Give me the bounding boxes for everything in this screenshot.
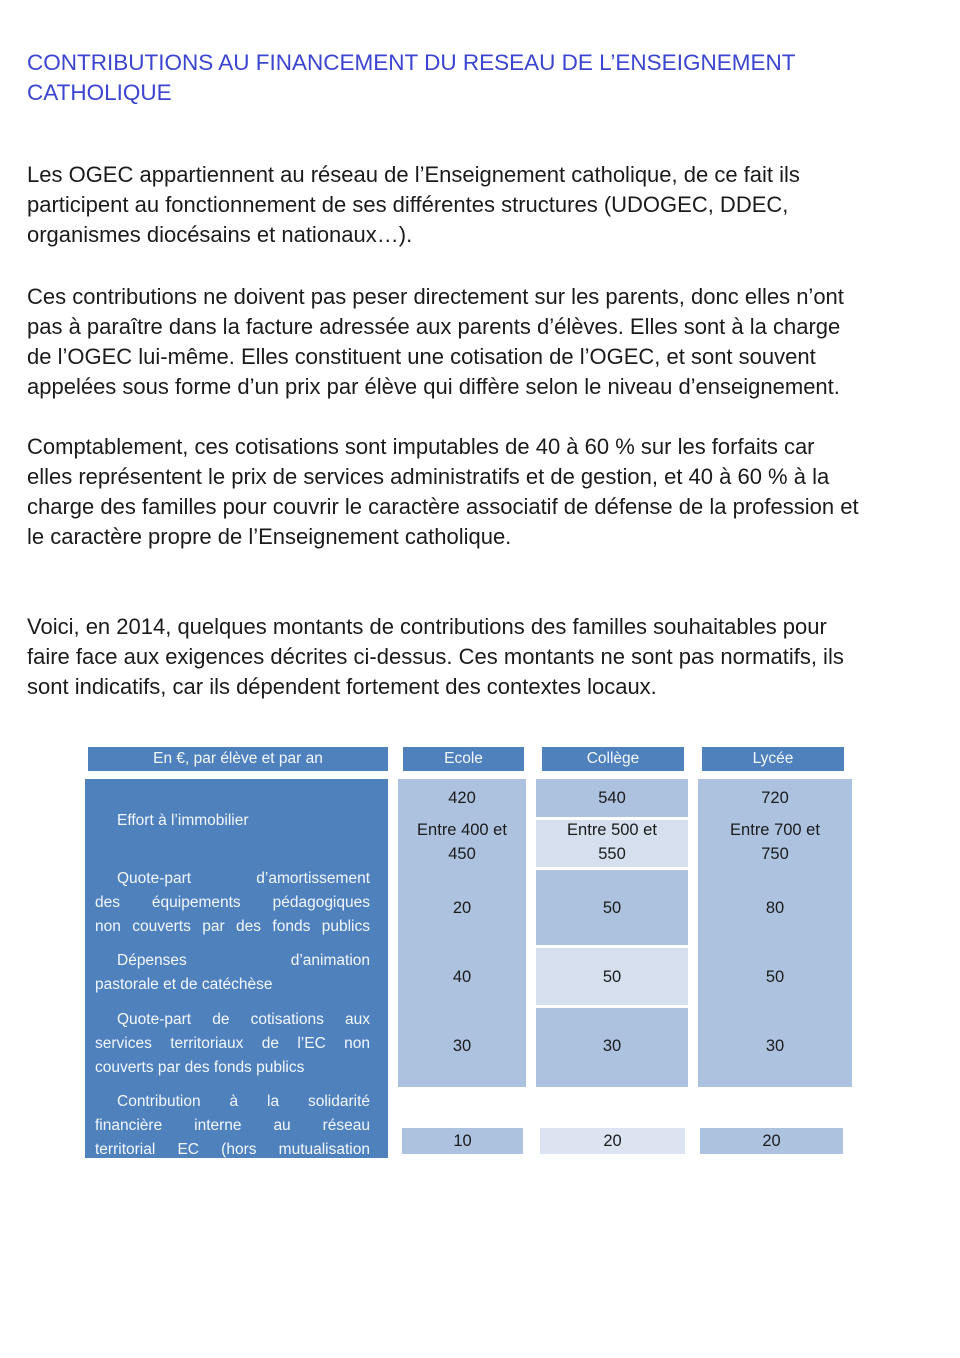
label-line: territorial EC (hors mutualisation <box>95 1141 370 1158</box>
body-paragraph-4: Voici, en 2014, quelques montants de contributions des familles souhaitables pour faire face aux exigences décrites ci-dessus. Ces montants ne sont pas normatifs, ils sont indicatifs, car ils dépendent fortement des contextes locaux. <box>27 614 844 699</box>
row-label-amortissement-equipements <box>95 867 370 939</box>
body-paragraph-1: Les OGEC appartiennent au réseau de l’Enseignement catholique, de ce fait ils participent au fonctionnement de ses différentes structures (UDOGEC, DDEC, organismes diocésains et nationaux…). <box>27 162 800 247</box>
value-ecole-effort: 420 <box>448 789 476 807</box>
value-ecole-solidarite: 10 <box>402 1128 523 1154</box>
value-lycee-cotisations: 30 <box>765 1037 785 1055</box>
row-label-animation-pastorale <box>95 949 370 997</box>
table-header-college: Collège <box>542 747 684 771</box>
range-college-line1: Entre 500 et <box>567 821 657 839</box>
range-lycee-line2: 750 <box>761 845 789 863</box>
value-ecole-animation: 40 <box>452 968 472 986</box>
label-line: Quote-part de cotisations aux <box>117 1011 370 1028</box>
document-title: CONTRIBUTIONS AU FINANCEMENT DU RESEAU DE L’ENSEIGNEMENT CATHOLIQUE <box>27 50 796 105</box>
range-lycee-line1: Entre 700 et <box>730 821 820 839</box>
row-labels-panel <box>85 779 388 1158</box>
label-line: financière interne au réseau <box>95 1117 370 1134</box>
value-lycee-amortissement: 80 <box>765 899 785 917</box>
value-college-solidarite: 20 <box>540 1128 685 1154</box>
value-lycee-solidarite: 20 <box>700 1128 843 1154</box>
label-line: Contribution à la solidarité <box>117 1093 370 1110</box>
range-ecole-line1: Entre 400 et <box>417 821 507 839</box>
contributions-table <box>85 747 852 1158</box>
table-header-ecole: Ecole <box>403 747 524 771</box>
range-ecole-line2: 450 <box>448 845 476 863</box>
row-label-effort-immobilier <box>95 809 370 833</box>
row-label-solidarite-financiere <box>95 1090 370 1162</box>
label-line: pastorale et de catéchèse <box>95 976 273 993</box>
label-line: couverts par des fonds publics <box>95 1059 305 1076</box>
body-paragraph-3: Comptablement, ces cotisations sont imputables de 40 à 60 % sur les forfaits car elles représentent le prix de services administratifs et de gestion, et 40 à 60 % à la charge des familles pour couvrir le caractère associatif de défense de la profession et le caractère propre de l’Enseignement catholique. <box>27 434 859 549</box>
row-label-cotisations-services <box>95 1008 370 1080</box>
value-ecole-cotisations: 30 <box>452 1037 472 1055</box>
label-line: des équipements pédagogiques <box>95 894 370 911</box>
range-college-line2: 550 <box>598 845 626 863</box>
value-college-effort: 540 <box>598 789 626 807</box>
label-line: Effort à l’immobilier <box>117 812 249 829</box>
label-line: Quote-part d’amortissement <box>117 870 370 887</box>
table-header-lycee: Lycée <box>702 747 844 771</box>
value-college-cotisations: 30 <box>602 1037 622 1055</box>
label-line: Dépenses d’animation <box>117 952 370 969</box>
value-college-animation: 50 <box>602 968 622 986</box>
label-line: services territoriaux de l’EC non <box>95 1035 370 1052</box>
value-lycee-animation: 50 <box>765 968 785 986</box>
value-ecole-amortissement: 20 <box>452 899 472 917</box>
value-college-amortissement: 50 <box>602 899 622 917</box>
label-line: non couverts par des fonds publics <box>95 918 370 935</box>
value-lycee-effort: 720 <box>761 789 789 807</box>
body-paragraph-2: Ces contributions ne doivent pas peser directement sur les parents, donc elles n’ont pas à paraître dans la facture adressée aux parents d’élèves. Elles sont à la charge de l’OGEC lui-même. Elles constituent une cotisation de l’OGEC, et sont souvent appelées sous forme d’un prix par élève qui diffère selon le niveau d’enseignement. <box>27 284 844 399</box>
table-header-unit: En €, par élève et par an <box>88 747 388 771</box>
